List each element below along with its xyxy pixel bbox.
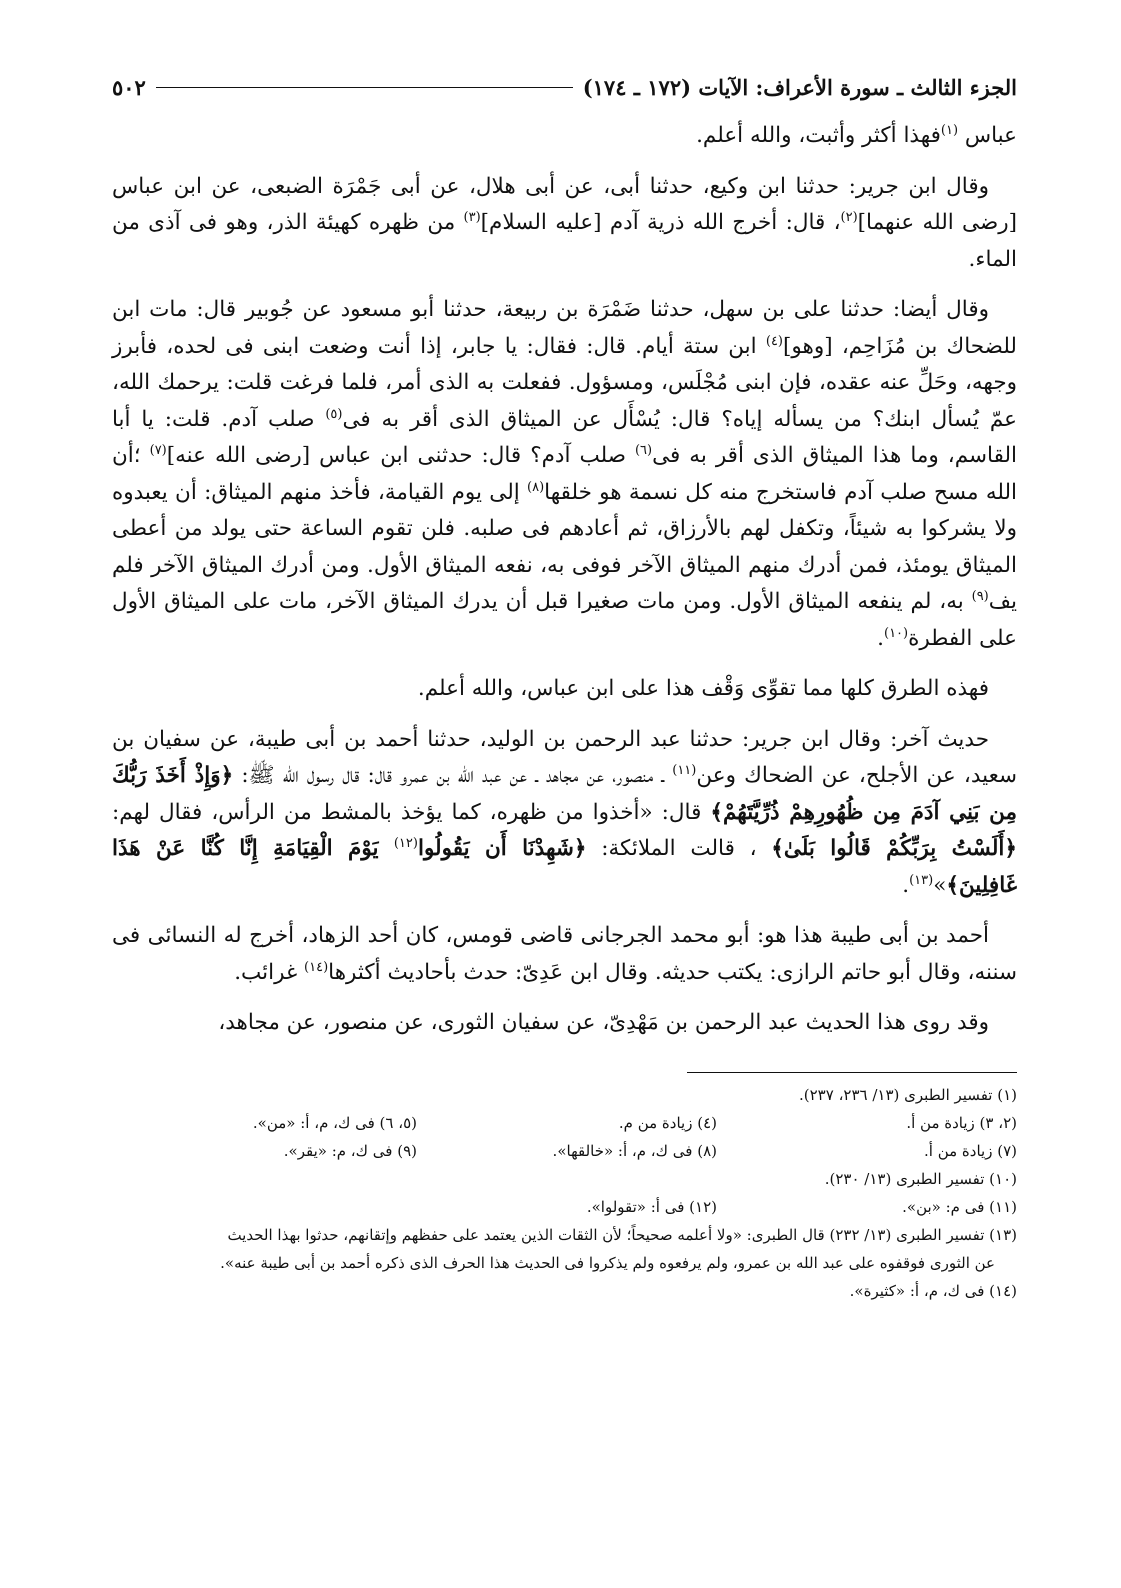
page-number: ٥٠٢: [112, 74, 146, 100]
paragraph: [112, 918, 1017, 991]
paragraph: [112, 1005, 1017, 1042]
text-run: .: [902, 872, 910, 898]
footnote-marker: (٧): [149, 442, 167, 458]
footnote-marker: (١): [940, 122, 959, 138]
text-run: ـ منصور، عن مجاهد ـ عن عبد الله بن عمرو قال: قال رسول الله ﷺ:: [233, 763, 673, 788]
text-run: ، قالت الملائكة:: [586, 836, 772, 861]
footnote-separator: [687, 1072, 1017, 1073]
paragraph: [112, 722, 1017, 905]
footnote-marker: (٤): [765, 333, 783, 349]
quran-quote: ﴿وَإِذْ أَخَذَ رَبُّكَ مِن بَنِي آدَمَ مِن ظُهُورِهِمْ ذُرِّيَّتَهُمْ﴾: [112, 763, 1017, 825]
text-run: من ظهره كهيئة الذر، وهو فى آذى من الماء.: [112, 210, 1017, 272]
text-run: وقد روى هذا الحديث عبد الرحمن بن مَهْدِىّ، عن سفيان الثورى، عن منصور، عن مجاهد،: [218, 1010, 989, 1035]
text-run: إلى يوم القيامة، فأخذ منهم الميثاق: أن يعبدوه ولا يشركوا به شيئاً، وتكفل لهم بالأرزاق، ثم أعادهم فى صلبه. فلن تقوم الساعة حتى يولد من أعطى الميثاق يومئذ، فمن أدرك منهم الميثاق الآخر فوفى به، نفعه الميثاق الأول. ومن أدرك الميثاق الآخر فلم يف: [112, 479, 1017, 614]
text-run: »: [933, 872, 947, 898]
footnote-row: [112, 1081, 1017, 1109]
footnote: (٩) فى ك، م: «يقر».: [283, 1141, 417, 1160]
footnote-marker: (٥): [325, 406, 343, 422]
quran-quote: ﴿شَهِدْنَا أَن يَقُولُوا: [417, 836, 587, 861]
paragraph: [112, 169, 1017, 279]
footnote-marker: (٢): [840, 209, 858, 225]
footnote-marker: (١٣): [909, 872, 934, 888]
text-run: فهذه الطرق كلها مما تقوِّى وَقْف هذا على ابن عباس، والله أعلم.: [417, 676, 989, 701]
footnote-marker: (٩): [971, 588, 989, 604]
text-run: حديث آخر: وقال ابن جرير: حدثنا عبد الرحمن بن الوليد، حدثنا أحمد بن أبى طيبة، عن سفيان بن سعيد، عن الأجلح، عن الضحاك وعن: [112, 726, 1017, 788]
footnote: (٨) فى ك، م، أ: «خالقها».: [552, 1141, 717, 1160]
footnote-marker: (١١): [672, 762, 697, 778]
running-title: الجزء الثالث ـ سورة الأعراف: الآيات (١٧٢ ـ ١٧٤): [582, 74, 1017, 100]
text-run: فهذا أكثر وأثبت، والله أعلم.: [696, 123, 941, 148]
footnote-row: [112, 1137, 1017, 1165]
footnotes: [112, 1081, 1017, 1305]
footnote-marker: (٣): [463, 209, 481, 225]
text-run: قال: «أخذوا من ظهره، كما يؤخذ بالمشط من الرأس، فقال لهم:: [112, 799, 711, 825]
main-text: [112, 118, 1017, 1042]
footnote: (١٢) فى أ: «تقولوا».: [586, 1197, 717, 1216]
footnote: (٢، ٣) زيادة من أ.: [906, 1113, 1017, 1132]
footnote: (١٤) فى ك، م، أ: «كثيرة».: [849, 1281, 1017, 1300]
text-run: صلب آدم. قلت: يا أبا القاسم، وما هذا الميثاق الذى أقر به فى: [112, 406, 1017, 468]
footnote: عن الثورى فوقفوه على عبد الله بن عمرو، ولم يرفعوه ولم يذكروا فى الحديث هذا الحرف الذى ذكره أحمد بن أبى طيبة عنه».: [220, 1253, 995, 1272]
footnote: (١٣) تفسير الطبرى (١٣/ ٢٣٢) قال الطبرى: «ولا أعلمه صحيحاً؛ لأن الثقات الذين يعتمد على حفظهم وإتقانهم، حدثوا بهذا الحديث: [227, 1225, 1017, 1244]
footnote: (١) تفسير الطبرى (١٣/ ٢٣٦، ٢٣٧).: [799, 1085, 1017, 1104]
paragraph: [112, 671, 1017, 708]
footnote: (٥، ٦) فى ك، م، أ: «من».: [252, 1113, 417, 1132]
footnote-row: [112, 1109, 1017, 1137]
footnote: (١١) فى م: «بن».: [902, 1197, 1017, 1216]
footnote: (١٠) تفسير الطبرى (١٣/ ٢٣٠).: [824, 1169, 1017, 1188]
text-run: عباس: [958, 123, 1017, 148]
footnote-row: [112, 1165, 1017, 1193]
footnote-marker: (٨): [527, 479, 545, 495]
paragraph: [112, 292, 1017, 657]
quran-quote: يَوْمَ الْقِيَامَةِ إِنَّا كُنَّا عَنْ هَذَا غَافِلِينَ﴾: [112, 836, 1017, 898]
footnote: (٧) زيادة من أ.: [924, 1141, 1017, 1160]
header-rule: [156, 87, 573, 88]
footnote: (٤) زيادة من م.: [618, 1113, 717, 1132]
text-run: وقال أيضا: حدثنا على بن سهل، حدثنا ضَمْرَة بن ربيعة، حدثنا أبو مسعود عن جُوبير قال: مات ابن للضحاك بن مُزَاحِم، [وهو]: [112, 297, 1017, 359]
paragraph: [112, 118, 1017, 155]
quran-quote: ﴿أَلَسْتُ بِرَبِّكُمْ قَالُوا بَلَىٰ﴾: [771, 836, 1017, 861]
footnote-marker: (٦): [634, 442, 653, 458]
text-run: ؛أن الله مسح صلب آدم فاستخرج منه كل نسمة هو خلقها: [112, 443, 1017, 505]
footnote-marker: (١٤): [304, 959, 329, 975]
text-run: ، قال: أخرج الله ذرية آدم [عليه السلام]: [480, 210, 841, 235]
text-run: ابن ستة أيام. قال: فقال: يا جابر، إذا أنت وضعت ابنى فى لحده، فأبرز وجهه، وحَلِّ عنه عقده، فإن ابنى مُجْلَس، ومسؤول. ففعلت به الذى أمر، فلما فرغت قلت: يرحمك الله، عمّ يُسأل ابنك؟ من يسأله إياه؟ قال: يُسْأَل عن الميثاق الذى أقر به فى: [112, 333, 1017, 432]
footnote-marker: (١٠): [884, 625, 909, 641]
text-run: .: [877, 625, 884, 651]
page-header: [112, 70, 1017, 104]
text-run: أحمد بن أبى طيبة هذا هو: أبو محمد الجرجانى قاضى قومس، كان أحد الزهاد، أخرج له النسائى فى سننه، وقال أبو حاتم الرازى: يكتب حديثه. وقال ابن عَدِىّ: حدث بأحاديث أكثرها: [112, 923, 1017, 985]
text-run: صلب آدم؟ قال: حدثنى ابن عباس [رضى الله عنه]: [166, 443, 635, 468]
footnote-separator-wrap: [112, 1072, 1017, 1073]
footnote-row: [112, 1193, 1017, 1221]
text-run: وقال ابن جرير: حدثنا ابن وكيع، حدثنا أبى، عن أبى هلال، عن أبى جَمْرَة الضبعى، عن ابن عباس [رضى الله عنهما]: [112, 173, 1017, 235]
footnote-marker: (١٢): [393, 835, 418, 851]
text-run: به، لم ينفعه الميثاق الأول. ومن مات صغيرا قبل أن يدرك الميثاق الآخر، مات على الميثاق الأول على الفطرة: [112, 589, 1017, 651]
text-run: غرائب.: [234, 959, 305, 985]
